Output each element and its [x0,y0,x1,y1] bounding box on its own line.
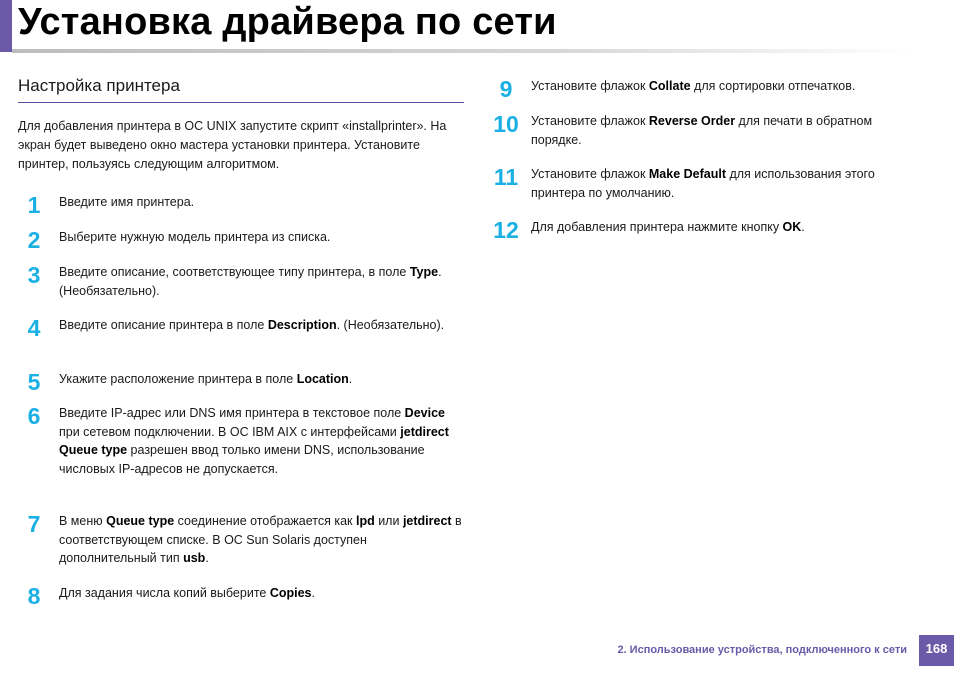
step-text [59,228,464,247]
step-text [59,193,464,212]
step-number: 8 [27,583,41,609]
step-number: 7 [27,511,41,537]
step-number: 6 [27,403,41,429]
step-number: 10 [493,111,519,137]
step-text-bold: Copies [269,586,312,600]
step-text-bold: Make Default [648,167,726,181]
step-text-run: Установите флажок [531,114,649,128]
section-heading: Настройка принтера [18,76,464,103]
step-text [59,370,464,389]
step-text-run: или [374,514,403,528]
step-text-run: в соответствующем списке. В ОС Sun Solaris доступен дополнительный тип [59,514,462,565]
step-text-bold: Type [409,265,439,279]
step-text-run: Введите IP-адрес или DNS имя принтера в текстовое поле [59,406,405,420]
step-text-run: соединение отображается как [174,514,356,528]
step-text-run: . [205,551,209,565]
step-text [59,316,464,335]
step-text-run: . [801,220,805,234]
step-text-run: разрешен ввод только имени DNS, использование числовых IP-адресов не допускается. [59,443,425,476]
step-text-run: Установите флажок [531,79,649,93]
step-text [59,263,464,300]
step-text [59,512,464,568]
step-text-run: Выберите нужную модель принтера из списка. [59,230,331,244]
step-text-bold: usb [183,551,206,565]
step-text-bold: Description [267,318,337,332]
step-5 [18,370,464,394]
page-number: 168 [919,635,954,666]
intro-paragraph: Для добавления принтера в ОС UNIX запустите скрипт «installprinter». На экран будет выведено окно мастера установки принтера. Установите принтер, пользуясь следующим алгоритмом. [18,119,447,171]
step-text [531,77,911,96]
step-text-bold: lpd [355,514,375,528]
step-text-bold: jetdirect Queue type [59,424,449,457]
step-7 [18,512,464,568]
step-text-run: . [348,372,353,386]
step-text-bold: Queue type [106,514,175,528]
page-title: Установка драйвера по сети [18,1,557,43]
step-text-run: В меню [59,514,107,528]
step-text-run: . [311,586,315,600]
title-divider [12,49,912,53]
step-text-bold: jetdirect [402,514,452,528]
step-8 [18,584,464,608]
step-text [59,404,464,478]
step-text-run: Установите флажок [531,167,649,181]
step-text-run: для сортировки отпечатков. [690,79,856,93]
step-number: 1 [27,192,41,218]
step-number: 9 [499,76,513,102]
step-3 [18,263,464,300]
step-number: 4 [27,315,41,341]
step-number: 2 [27,227,41,253]
step-text-run: Для задания числа копий выберите [59,586,270,600]
step-text-bold: Location [296,372,349,386]
step-text-run: Введите имя принтера. [59,195,195,209]
step-text-run: . (Необязательно). [336,318,445,332]
step-number: 3 [27,262,41,288]
footer-chapter: 2. Использование устройства, подключенного к сети [617,644,907,656]
step-9 [490,77,911,101]
step-text-run: при сетевом подключении. В ОС IBM AIX с интерфейсами [59,424,401,439]
step-text [531,218,911,237]
step-text-run: . (Необязательно). [59,265,442,298]
step-text-bold: Device [404,406,445,420]
step-text-run: Введите описание принтера в поле [59,318,268,332]
step-2 [18,228,464,252]
step-4 [18,316,464,340]
title-accent-bar [0,0,12,52]
step-text-bold: OK [782,220,802,234]
step-text-run: для использования этого принтера по умолчанию. [531,167,875,200]
step-6 [18,404,464,478]
step-text-run: Введите описание, соответствующее типу принтера, в поле [59,265,410,279]
step-number: 12 [493,217,519,243]
step-number: 11 [493,164,519,190]
step-text-run: для печати в обратном порядке. [531,114,873,147]
step-text-bold: Reverse Order [648,114,736,128]
step-text [59,584,464,603]
step-11 [490,165,911,202]
step-text [531,112,911,149]
step-1 [18,193,464,217]
step-12 [490,218,911,242]
step-text-bold: Collate [648,79,691,93]
step-text [531,165,911,202]
step-10 [490,112,911,149]
step-number: 5 [27,369,41,395]
step-text-run: Укажите расположение принтера в поле [59,372,297,386]
step-text-run: Для добавления принтера нажмите кнопку [531,220,783,234]
